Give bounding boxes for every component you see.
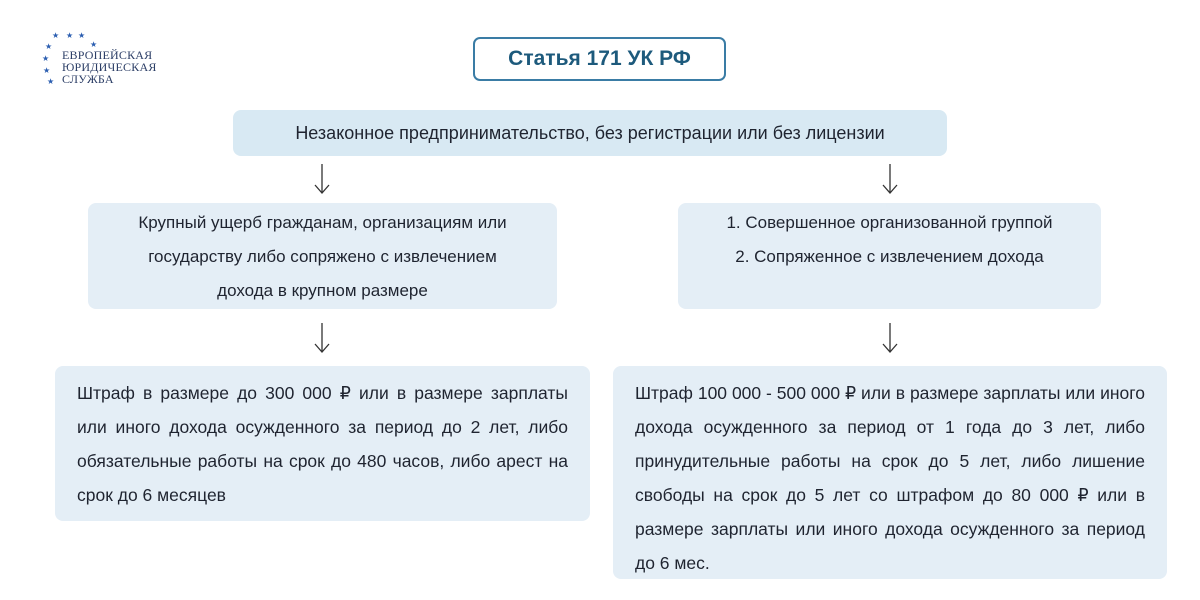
condition-line: Крупный ущерб гражданам, организациям или (138, 213, 507, 232)
svg-text:★: ★ (90, 40, 98, 49)
penalty-box-left: Штраф в размере до 300 000 ₽ или в размере зарплаты или иного дохода осужденного за период до 2 лет, либо обязательные работы на срок до 480 часов, либо арест на срок до 6 месяцев (55, 366, 590, 521)
penalty-box-right: Штраф 100 000 - 500 000 ₽ или в размере зарплаты или иного дохода осужденного за период от 1 года до 3 лет, либо принудительные работы на срок до 5 лет, либо лишение свободы на срок до 5 лет со штрафом до 80 000 ₽ или в размере зарплаты или иного дохода осужденного за период до 6 мес. (613, 366, 1167, 579)
arrow-down-icon (314, 322, 330, 354)
arrow-down-icon (882, 163, 898, 195)
logo (40, 30, 180, 90)
condition-box-left (88, 203, 557, 309)
condition-line: дохода в крупном размере (217, 281, 428, 300)
svg-text:★: ★ (43, 66, 51, 75)
svg-text:★: ★ (78, 31, 86, 40)
svg-text:★: ★ (66, 31, 74, 40)
condition-line: государству либо сопряжено с извлечением (148, 247, 497, 266)
condition-line: 2. Сопряженное с извлечением дохода (735, 247, 1044, 266)
arrow-down-icon (314, 163, 330, 195)
svg-text:★: ★ (45, 42, 53, 51)
svg-text:★: ★ (42, 54, 50, 63)
condition-line: 1. Совершенное организованной группой (726, 213, 1053, 232)
logo-line-1: ЕВРОПЕЙСКАЯ (62, 48, 153, 62)
diagram-title: Статья 171 УК РФ (473, 37, 726, 81)
condition-box-right (678, 203, 1101, 309)
offense-box: Незаконное предпринимательство, без регистрации или без лицензии (233, 110, 947, 156)
logo-line-2: ЮРИДИЧЕСКАЯ (62, 60, 157, 74)
svg-text:★: ★ (47, 77, 55, 86)
arrow-down-icon (882, 322, 898, 354)
logo-line-3: СЛУЖБА (62, 72, 114, 86)
svg-text:★: ★ (52, 31, 60, 40)
